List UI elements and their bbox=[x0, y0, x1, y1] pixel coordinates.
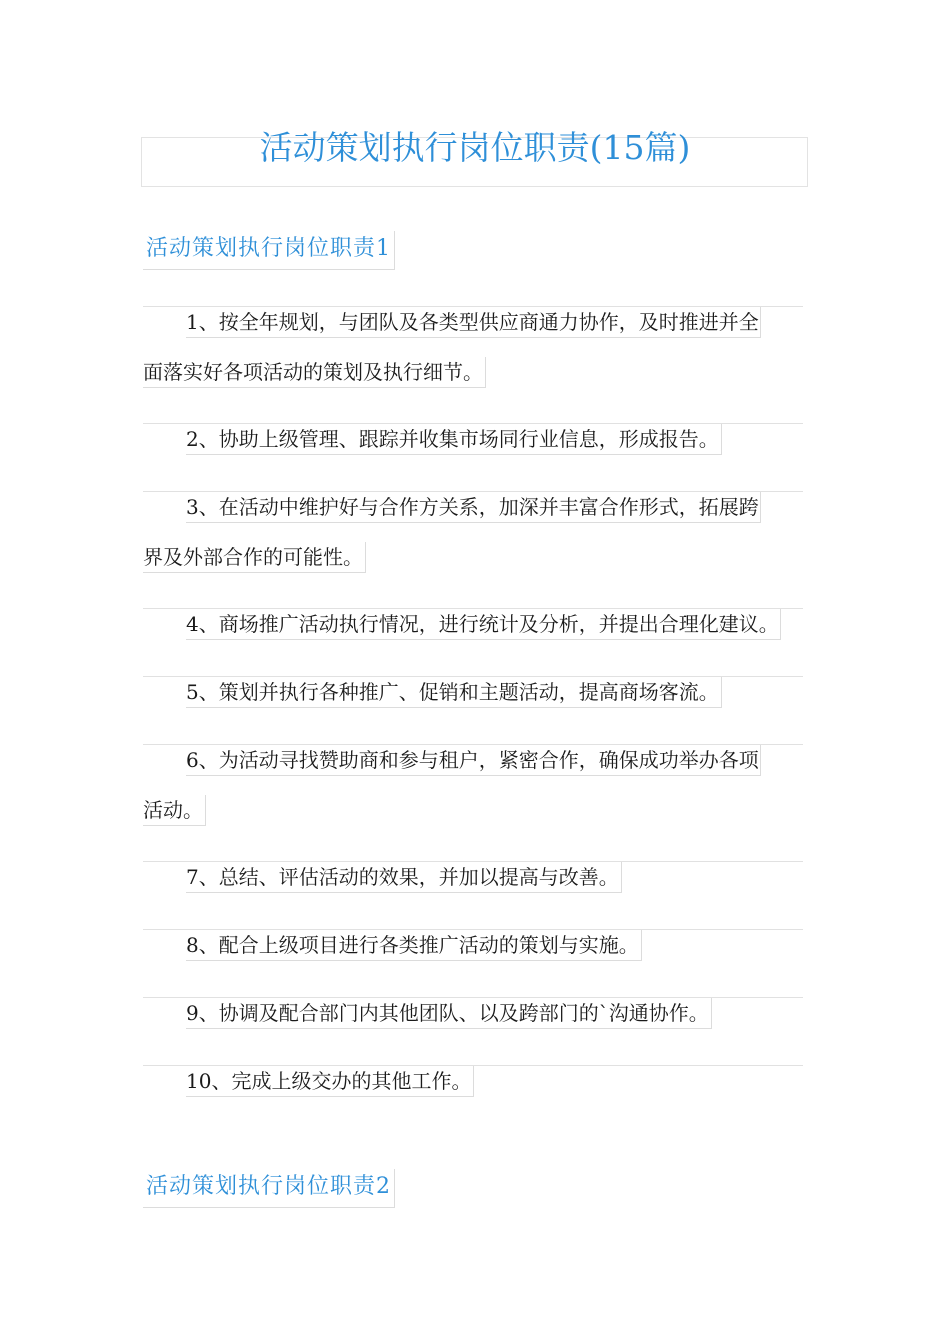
paragraph-text: 4、商场推广活动执行情况，进行统计及分析，并提出合理化建议。 bbox=[186, 609, 781, 640]
paragraph-text: 9、协调及配合部门内其他团队、以及跨部门的`沟通协作。 bbox=[186, 998, 712, 1029]
paragraph-line bbox=[143, 744, 803, 774]
paragraph-line bbox=[143, 357, 803, 387]
paragraph-text: 面落实好各项活动的策划及执行细节。 bbox=[143, 357, 486, 388]
paragraph-text: 6、为活动寻找赞助商和参与租户，紧密合作，确保成功举办各项 bbox=[186, 745, 761, 776]
list-item bbox=[143, 608, 803, 638]
paragraph-text: 10、完成上级交办的其他工作。 bbox=[186, 1066, 474, 1097]
paragraph-line bbox=[143, 795, 803, 825]
list-item bbox=[143, 491, 803, 572]
list-item bbox=[143, 929, 803, 959]
paragraph-text: 7、总结、评估活动的效果，并加以提高与改善。 bbox=[186, 862, 622, 893]
paragraph-line bbox=[143, 929, 803, 959]
list-item bbox=[143, 744, 803, 825]
list-item bbox=[143, 306, 803, 387]
paragraph-line bbox=[143, 676, 803, 706]
list-item bbox=[143, 676, 803, 706]
paragraph-line bbox=[143, 491, 803, 521]
paragraph-line bbox=[143, 423, 803, 453]
section-heading-2: 活动策划执行岗位职责2 bbox=[143, 1169, 395, 1208]
paragraph-text: 活动。 bbox=[143, 795, 206, 826]
page-title: 活动策划执行岗位职责(15篇) bbox=[259, 128, 691, 167]
paragraph-text: 5、策划并执行各种推广、促销和主题活动，提高商场客流。 bbox=[186, 677, 722, 708]
paragraph-line bbox=[143, 861, 803, 891]
paragraph-text: 1、按全年规划，与团队及各类型供应商通力协作，及时推进并全 bbox=[186, 307, 761, 338]
paragraph-text: 8、配合上级项目进行各类推广活动的策划与实施。 bbox=[186, 930, 642, 961]
paragraph-line bbox=[143, 997, 803, 1027]
list-item bbox=[143, 997, 803, 1027]
paragraph-text: 3、在活动中维护好与合作方关系，加深并丰富合作形式，拓展跨 bbox=[186, 492, 761, 523]
paragraph-text: 2、协助上级管理、跟踪并收集市场同行业信息，形成报告。 bbox=[186, 424, 722, 455]
paragraph-line bbox=[143, 1065, 803, 1095]
paragraph-line bbox=[143, 542, 803, 572]
paragraph-line bbox=[143, 608, 803, 638]
list-item bbox=[143, 423, 803, 453]
list-item bbox=[143, 1065, 803, 1095]
section-heading-1: 活动策划执行岗位职责1 bbox=[143, 231, 395, 270]
paragraph-text: 界及外部合作的可能性。 bbox=[143, 542, 366, 573]
list-item bbox=[143, 861, 803, 891]
paragraph-line bbox=[143, 306, 803, 336]
